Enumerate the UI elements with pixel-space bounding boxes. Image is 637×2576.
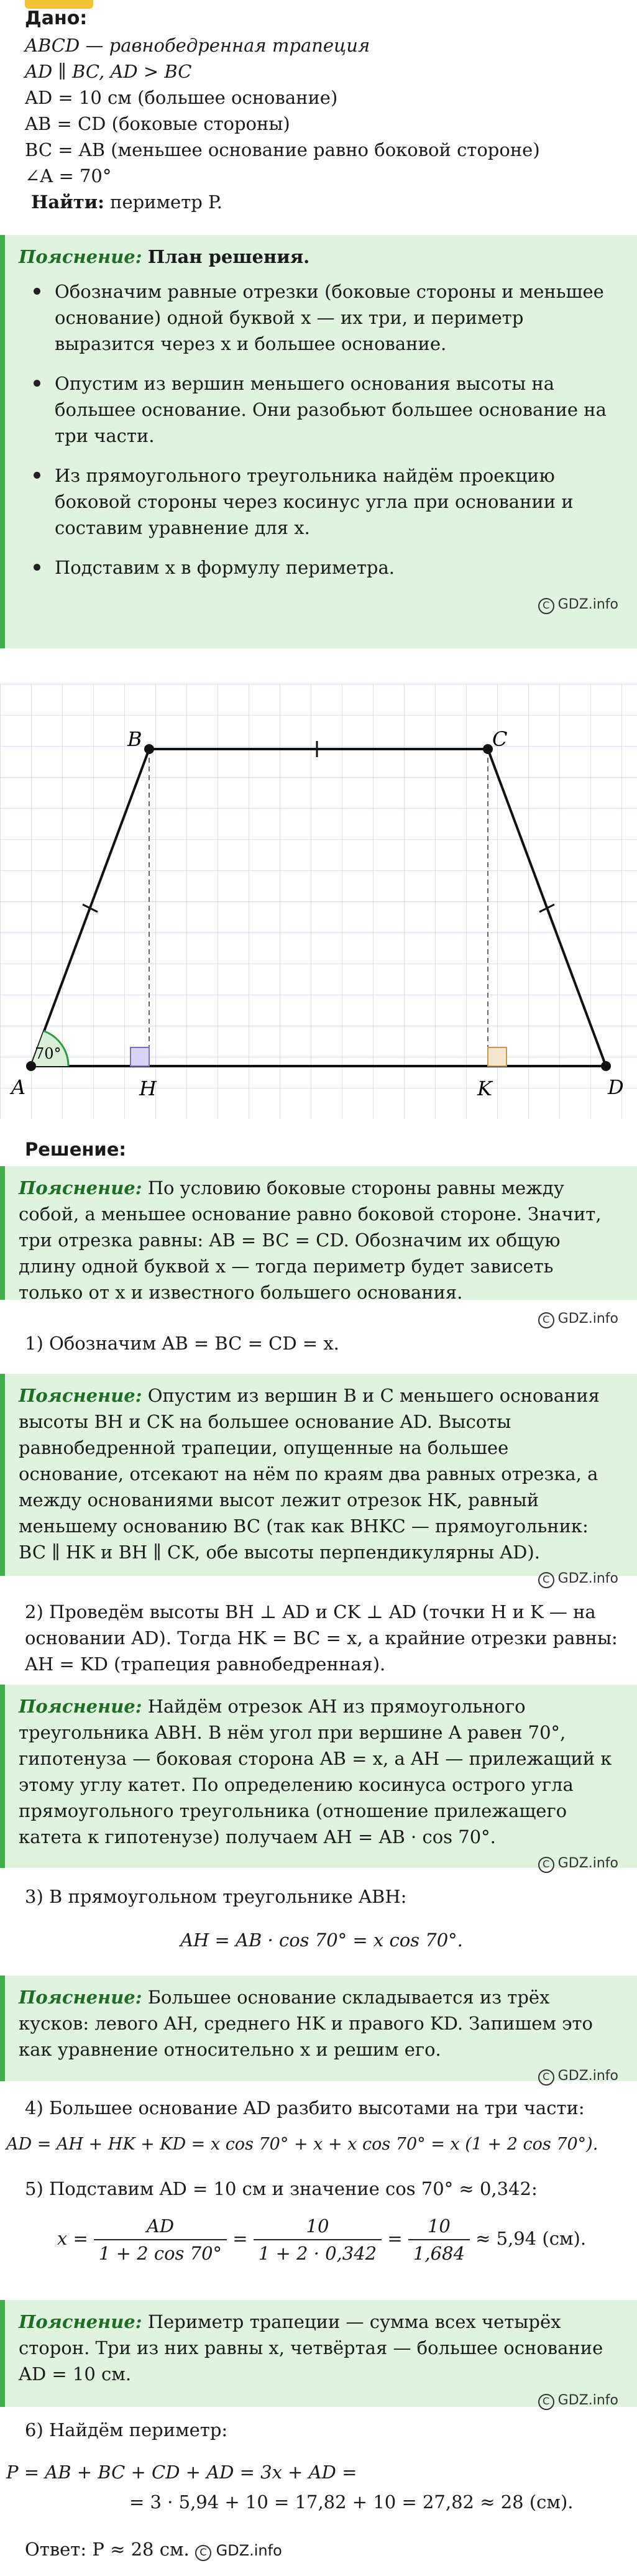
credit-text: GDZ.info	[216, 2542, 282, 2559]
right-angle-h	[131, 1047, 149, 1066]
angle-label: 70°	[35, 1045, 62, 1062]
step-2: 2) Проведём высоты BH ⊥ AD и CK ⊥ AD (точки H и K — на основании AD). Тогда HK = BC = x, а крайние отрезки равны: AH = KD (трапеция равнобедренная).	[25, 1601, 618, 1675]
plan-item: Обозначим равные отрезки (боковые стороны и меньшее основание) одной буквой x — их три, и периметр выразится через x и большее основание.	[55, 278, 618, 357]
find-line	[25, 189, 618, 215]
explanation-3	[0, 1685, 637, 1872]
step-4-formula: AD = AH + HK + KD = x cos 70° + x + x cos 70° = x (1 + 2 cos 70°).	[6, 2135, 598, 2154]
credit-text: GDZ.info	[557, 1571, 618, 1587]
vertex-b	[144, 744, 154, 754]
step-5-tail: ≈ 5,94 (см).	[475, 2228, 587, 2250]
step-6: 6) Найдём периметр:	[25, 2419, 228, 2440]
explanation-4-credit	[19, 2066, 618, 2086]
plan-head-bold: План решения.	[147, 246, 310, 267]
given-line-4: AB = CD (боковые стороны)	[25, 113, 290, 134]
label-d: D	[608, 1075, 624, 1099]
copyright-icon: C	[538, 1312, 554, 1328]
given-section	[0, 5, 637, 215]
vertex-a	[26, 1061, 36, 1071]
given-line-2: AD ∥ BC, AD > BC	[25, 60, 192, 82]
label-c: C	[492, 727, 508, 751]
fraction-1-denominator: 1 + 2 cos 70°	[94, 2239, 227, 2266]
copyright-icon: C	[538, 1857, 554, 1873]
fraction-2-numerator: 10	[306, 2215, 329, 2237]
plan-head: Пояснение:	[19, 246, 142, 267]
given-line-5: BC = AB (меньшее основание равно боковой стороне)	[25, 139, 540, 160]
step-5-fraction-1	[94, 2213, 227, 2266]
explanation-5-head: Пояснение:	[19, 2311, 142, 2332]
step-3: 3) В прямоугольном треугольнике ABH:	[25, 1886, 407, 1907]
plan-item: Подставим x в формулу периметра.	[55, 554, 618, 581]
solution-title-row	[0, 1136, 637, 1162]
plan-header	[19, 244, 618, 270]
label-h: H	[139, 1077, 157, 1100]
credit-text: GDZ.info	[557, 2393, 618, 2409]
given-title: Дано:	[25, 7, 88, 29]
credit-text: GDZ.info	[557, 1311, 618, 1327]
answer-line	[0, 2536, 637, 2562]
plan-explanation	[0, 235, 637, 648]
step-5-fraction-3	[408, 2213, 470, 2266]
explanation-2-text: Опустим из вершин B и C меньшего основания высоты BH и CK на большее основание AD. Высоты равнобедренной трапеции, опущенные на большее основание, отсекают на нём по краям два равных отрезка, а между основаниями высот лежит отрезок HK, равный меньшему основанию BC (так как BHKC — прямоугольник: BC ∥ HK и BH ∥ CK, обе высоты перпендикулярны AD).	[19, 1385, 600, 1563]
fraction-3-numerator: 10	[427, 2215, 451, 2237]
explanation-5-text: Периметр трапеции — сумма всех четырёх сторон. Три из них равны x, четвёртая — большее основание AD = 10 см.	[19, 2311, 603, 2385]
plan-item: Опустим из вершин меньшего основания высоты на большее основание. Они разобьют большее основание на три части.	[55, 370, 618, 449]
explanation-4	[0, 1976, 637, 2084]
trapezoid-figure	[0, 684, 637, 1119]
explanation-2-credit	[19, 1569, 618, 1589]
solution-title: Решение:	[25, 1139, 127, 1160]
given-line-6: ∠A = 70°	[25, 165, 112, 186]
copyright-icon: C	[538, 2394, 554, 2410]
copyright-icon: C	[538, 1572, 554, 1588]
step-6-line-2: = 3 · 5,94 + 10 = 17,82 + 10 = 27,82 ≈ 28 (см).	[129, 2491, 574, 2513]
step-5-fraction-2	[254, 2213, 382, 2266]
label-b: B	[127, 727, 142, 751]
fraction-2-denominator: 1 + 2 · 0,342	[254, 2239, 382, 2266]
fraction-1-numerator: AD	[146, 2215, 175, 2237]
plan-credit	[19, 595, 618, 615]
right-angle-k	[488, 1047, 506, 1066]
explanation-3-credit	[19, 1854, 618, 1874]
given-line-1: ABCD — равнобедренная трапеция	[25, 34, 370, 56]
step-4: 4) Большее основание AD разбито высотами на три части:	[25, 2097, 585, 2118]
vertex-c	[483, 744, 493, 754]
credit-text: GDZ.info	[557, 2068, 618, 2084]
copyright-icon: C	[538, 2069, 554, 2086]
label-a: A	[11, 1075, 26, 1099]
step-1: 1) Обозначим AB = BC = CD = x.	[25, 1333, 339, 1354]
find-label: Найти:	[31, 191, 104, 213]
answer-credit	[195, 2542, 282, 2559]
explanation-1-head: Пояснение:	[19, 1177, 142, 1198]
credit-text: GDZ.info	[557, 596, 618, 612]
vertex-d	[601, 1061, 611, 1071]
step-5-lhs: x =	[57, 2228, 88, 2250]
explanation-1-credit	[19, 1309, 618, 1329]
explanation-3-head: Пояснение:	[19, 1696, 142, 1717]
explanation-5-credit	[19, 2391, 618, 2411]
step-5-formula: x = $\frac{AD}{1 + 2 \cos 70^\circ}$ = $\frac{10}{1 + 2 \cdot 0,342}$ = $\frac{10}{1,684}$ ≈ 5,94 (см).	[0, 2213, 637, 2266]
plan-list	[19, 278, 618, 581]
answer-text: Ответ: P ≈ 28 см.	[25, 2539, 190, 2560]
copyright-icon: C	[195, 2545, 211, 2561]
credit-text: GDZ.info	[557, 1856, 618, 1872]
explanation-4-text: Большее основание складывается из трёх кусков: левого AH, среднего HK и правого KD. Запишем это как уравнение относительно x и решим его.	[19, 1987, 593, 2061]
fraction-3-denominator: 1,684	[408, 2239, 470, 2266]
explanation-1-text: По условию боковые стороны равны между собой, а меньшее основание равно боковой стороне. Значит, три отрезка равны: AB = BC = CD. Обозначим их общую длину одной буквой x — тогда периметр будет зависеть только от x и известного большего основания.	[19, 1177, 602, 1304]
given-line-3: AD = 10 см (большее основание)	[25, 86, 338, 108]
explanation-5	[0, 2300, 637, 2407]
label-k: K	[477, 1077, 492, 1100]
explanation-4-head: Пояснение:	[19, 1987, 142, 2008]
explanation-2	[0, 1374, 637, 1587]
step-5: 5) Подставим AD = 10 см и значение cos 70° ≈ 0,342:	[25, 2178, 538, 2199]
step-6-line-1: P = AB + BC + CD + AD = 3x + AD =	[6, 2462, 357, 2483]
step-3-formula: AH = AB · cos 70° = x cos 70°.	[180, 1930, 463, 1951]
plan-item: Из прямоугольного треугольника найдём проекцию боковой стороны через косинус угла при основании и составим уравнение для x.	[55, 462, 618, 541]
explanation-1	[0, 1166, 637, 1327]
explanation-3-text: Найдём отрезок AH из прямоугольного треугольника ABH. В нём угол при вершине A равен 70°, гипотенуза — боковая сторона AB = x, а AH — прилежащий к этому углу катет. По определению косинуса острого угла прямоугольного треугольника (отношение прилежащего катета к гипотенузе) получаем AH = AB · cos 70°.	[19, 1696, 612, 1848]
find-text: периметр P.	[110, 191, 222, 213]
explanation-2-head: Пояснение:	[19, 1385, 142, 1406]
copyright-icon: C	[538, 598, 554, 614]
